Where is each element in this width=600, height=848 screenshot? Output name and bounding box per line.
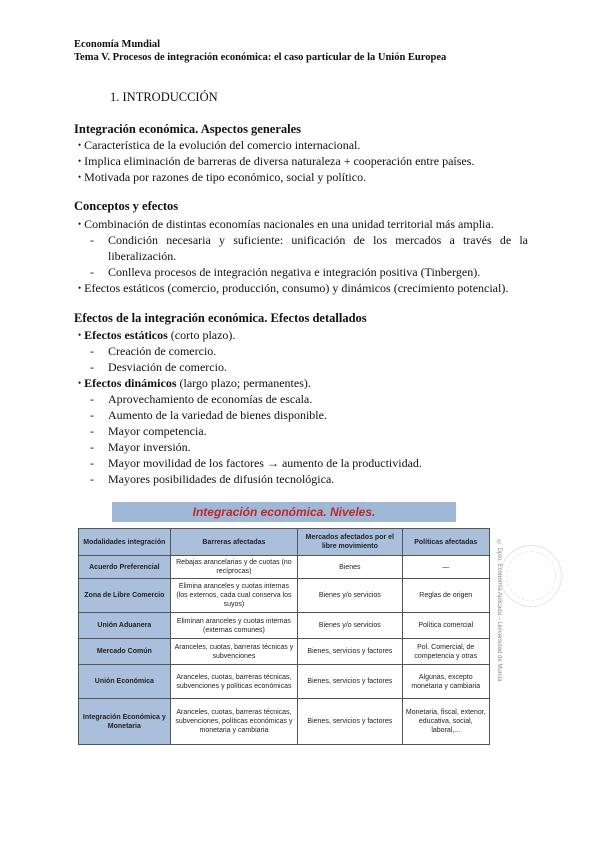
column-header: Barreras afectadas — [170, 529, 298, 556]
table-cell: Unión Económica — [79, 665, 171, 699]
column-header: Políticas afectadas — [402, 529, 490, 556]
table-row — [79, 613, 490, 639]
table-cell: Acuerdo Preferencial — [79, 556, 171, 579]
sub-list-item-text: Aumento de la variedad de bienes disponible. — [108, 408, 327, 422]
sub-list-item-text: Mayor competencia. — [108, 424, 207, 438]
table-cell: Integración Económica y Monetaria — [79, 699, 171, 745]
table-row — [79, 639, 490, 665]
list-item: • Combinación de distintas economías nacionales en una unidad territorial más amplia. — [78, 216, 528, 233]
table-cell: — — [402, 556, 490, 579]
list-item-efectos-estaticos — [78, 327, 528, 344]
table-cell: Algunas, excepto monetaria y cambiaria — [402, 665, 490, 699]
document-topic: Tema V. Procesos de integración económica: el caso particular de la Unión Europea — [74, 52, 447, 63]
table-cell: Unión Aduanera — [79, 613, 171, 639]
table-cell: Zona de Libre Comercio — [79, 579, 171, 613]
integration-levels-table — [78, 528, 490, 745]
table-cell: Bienes, servicios y factores — [298, 639, 402, 665]
table-cell: Aranceles, cuotas, barreras técnicas y subvenciones — [170, 639, 298, 665]
sub-list-item: - Mayor competencia. — [90, 423, 528, 439]
section-title-introduccion: 1. INTRODUCCIÓN — [110, 90, 218, 104]
table-cell: Pol. Comercial, de competencia y otras — [402, 639, 490, 665]
table-cell: Eliminan aranceles y cuotas internas (externas comunes) — [170, 613, 298, 639]
heading-conceptos-efectos: Conceptos y efectos — [74, 199, 179, 213]
sub-list-item: - Aprovechamiento de economías de escala. — [90, 391, 528, 407]
sub-list-item: - Mayores posibilidades de difusión tecnológica. — [90, 471, 528, 487]
table-cell: Aranceles, cuotas, barreras técnicas, subvenciones y políticas económicas — [170, 665, 298, 699]
table-cell: Bienes, servicios y factores — [298, 665, 402, 699]
table-row — [79, 556, 490, 579]
list-item-efectos-dinamicos — [78, 375, 528, 392]
table-cell: Bienes y/o servicios — [298, 579, 402, 613]
table-row — [79, 579, 490, 613]
list-item: • Motivada por razones de tipo económico, social y político. — [78, 169, 528, 186]
sub-list-item: - Desviación de comercio. — [90, 359, 528, 375]
efectos-estaticos-label: Efectos estáticos — [84, 328, 168, 342]
table-cell: Política comercial — [402, 613, 490, 639]
table-cell: Aranceles, cuotas, barreras técnicas, subvenciones, políticas económicas y monetaria y cambiaria — [170, 699, 298, 745]
efectos-dinamicos-label: Efectos dinámicos — [84, 376, 177, 390]
sub-list-item: - Aumento de la variedad de bienes disponible. — [90, 407, 528, 423]
heading-aspectos-generales: Integración económica. Aspectos generales — [74, 122, 302, 136]
efectos-estaticos-note: (corto plazo). — [167, 328, 236, 342]
list-item: • Característica de la evolución del comercio internacional. — [78, 137, 528, 154]
sub-list-item-text: Mayores posibilidades de difusión tecnológica. — [108, 472, 335, 486]
column-header: Mercados afectados por el libre movimiento — [298, 529, 402, 556]
list-item: • Efectos estáticos (comercio, producción, consumo) y dinámicos (crecimiento potencial). — [78, 280, 528, 297]
table-cell: Reglas de origen — [402, 579, 490, 613]
sub-list-item: - Condición necesaria y suficiente: unificación de los mercados a través de la liberalización. — [90, 233, 528, 263]
university-seal-inner — [506, 551, 556, 601]
table-cell: Rebajas arancelarias y de cuotas (no recíprocas) — [170, 556, 298, 579]
table-cell: Bienes, servicios y factores — [298, 699, 402, 745]
efectos-dinamicos-note: (largo plazo; permanentes). — [176, 376, 311, 390]
sub-list-item-text: Condición necesaria y suficiente: unificación de los mercados a través de la liberalización. — [108, 233, 528, 263]
copyright-side-note: © Dpto. Economía Aplicada – Universidad de Murcia — [496, 540, 502, 682]
sub-list-item-text: Mayor movilidad de los factores → aumento de la productividad. — [108, 456, 422, 470]
table-row — [79, 699, 490, 745]
table-header-row — [79, 529, 490, 556]
table-cell: Bienes — [298, 556, 402, 579]
table-row — [79, 665, 490, 699]
document-subject: Economía Mundial — [74, 39, 161, 50]
table-cell: Mercado Común — [79, 639, 171, 665]
list-item: • Implica eliminación de barreras de diversa naturaleza + cooperación entre países. — [78, 153, 528, 170]
sub-list-item: - Conlleva procesos de integración negativa e integración positiva (Tinbergen). — [90, 264, 528, 280]
table-cell: Monetaria, fiscal, exterior, educativa, social, laboral,... — [402, 699, 490, 745]
table-title: Integración económica. Niveles. — [112, 502, 456, 522]
sub-list-item-text: Conlleva procesos de integración negativa e integración positiva (Tinbergen). — [108, 265, 481, 279]
integration-levels-table-figure — [78, 502, 490, 745]
column-header: Modalidades integración — [79, 529, 171, 556]
sub-list-item: - Mayor movilidad de los factores → aumento de la productividad. — [90, 455, 528, 471]
sub-list-item: - Creación de comercio. — [90, 343, 528, 359]
sub-list-item-text: Aprovechamiento de economías de escala. — [108, 392, 313, 406]
sub-list-item: - Mayor inversión. — [90, 439, 528, 455]
sub-list-item-text: Creación de comercio. — [108, 344, 217, 358]
table-cell: Bienes y/o servicios — [298, 613, 402, 639]
heading-efectos-detallados: Efectos de la integración económica. Efectos detallados — [74, 311, 367, 325]
table-cell: Elimina aranceles y cuotas internas (los externos, cada cual conserva los suyos) — [170, 579, 298, 613]
sub-list-item-text: Mayor inversión. — [108, 440, 191, 454]
sub-list-item-text: Desviación de comercio. — [108, 360, 227, 374]
